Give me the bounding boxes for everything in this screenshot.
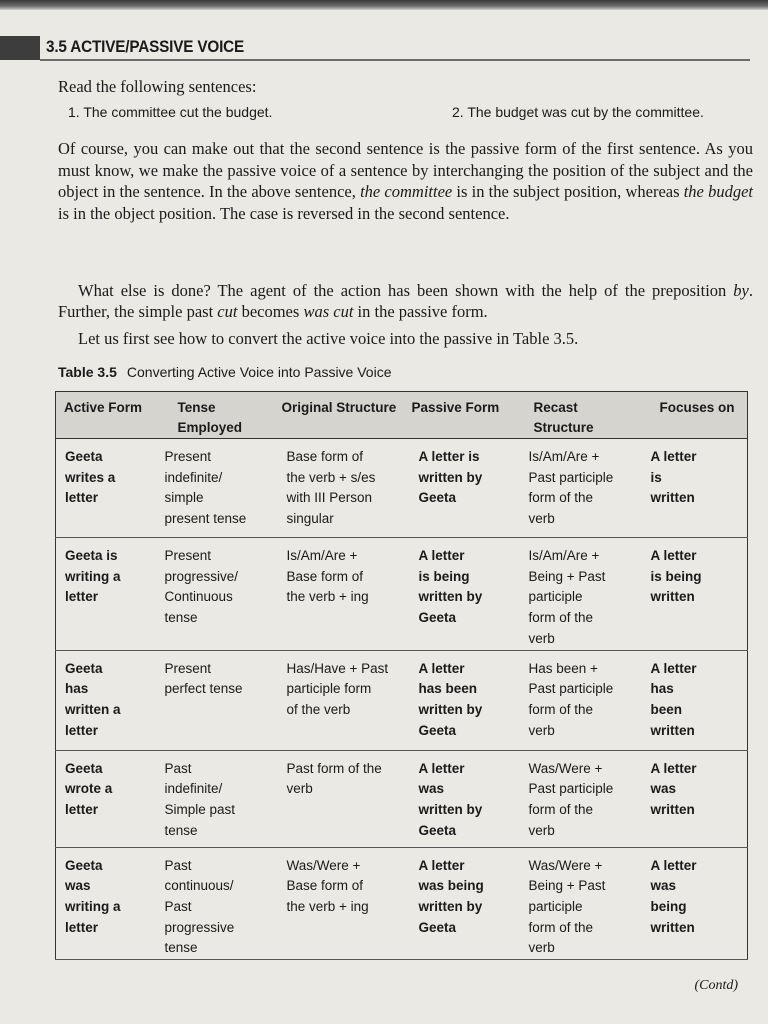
table-row — [56, 650, 748, 750]
cell-line: A letter — [650, 760, 697, 776]
cell-original — [278, 750, 410, 847]
cell-line: A letter — [418, 548, 465, 563]
cell-line: participle — [528, 589, 583, 605]
table-caption-text: Converting Active Voice into Passive Voice — [126, 364, 392, 380]
table-row — [56, 538, 748, 651]
header-recast: Recast Structure — [520, 392, 642, 439]
cell-line: Past form of the — [286, 760, 382, 776]
cell-original — [278, 650, 410, 750]
cell-focus — [642, 538, 748, 651]
cell-line: Past — [164, 857, 192, 873]
cell-line: Being + Past — [528, 568, 606, 584]
table-row — [56, 847, 748, 960]
cell-active — [56, 750, 156, 847]
header-active-form: Active Form — [56, 392, 156, 439]
cell-tense — [156, 750, 278, 847]
cell-line: Has been + — [528, 660, 598, 676]
cell-line: written by — [418, 589, 483, 605]
cell-line: Geeta — [65, 857, 103, 873]
cell-passive — [410, 439, 520, 538]
cell-line: participle form — [286, 681, 372, 697]
cell-line: tense — [164, 610, 198, 626]
cell-line: verb — [528, 722, 555, 738]
cell-focus — [642, 650, 748, 750]
example-2: 2. The budget was cut by the committee. — [452, 104, 704, 120]
cell-line: been — [650, 701, 683, 717]
cell-line: Is/Am/Are + — [286, 548, 358, 563]
cell-line: writing a — [65, 568, 121, 584]
cell-line: form of the — [528, 610, 594, 626]
cell-active — [56, 650, 156, 750]
cell-line: written a — [65, 701, 121, 717]
cell-line: progressive/ — [164, 568, 239, 584]
cell-line: is being — [418, 568, 470, 584]
p2-emphasis-cut: cut — [217, 302, 238, 321]
cell-line: form of the — [528, 801, 594, 817]
cell-line: written — [650, 490, 695, 506]
cell-line: written — [650, 801, 695, 817]
cell-line: A letter — [650, 660, 697, 676]
cell-line: was — [418, 781, 445, 797]
cell-line: Present — [164, 449, 212, 464]
intro-text: Read the following sentences: — [58, 77, 257, 96]
cell-line: Present — [164, 660, 212, 676]
cell-line: Simple past — [164, 801, 236, 817]
cell-line: is being — [650, 568, 702, 584]
cell-line: Is/Am/Are + — [528, 548, 600, 563]
cell-line: verb — [528, 940, 555, 956]
cell-line: verb — [528, 630, 555, 646]
cell-focus — [642, 750, 748, 847]
p2-emphasis-by: by — [733, 280, 749, 300]
cell-line: Was/Were + — [528, 760, 603, 776]
cell-line: the verb + s/es — [286, 469, 376, 485]
cell-line: Geeta — [65, 449, 103, 464]
cell-line: Geeta — [418, 919, 457, 935]
cell-line: wrote a — [65, 781, 113, 797]
cell-line: Present — [164, 548, 212, 563]
cell-active — [56, 439, 156, 538]
cell-line: indefinite/ — [164, 469, 223, 485]
cell-line: writes a — [65, 469, 116, 485]
cell-line: letter — [65, 722, 99, 738]
cell-line: tense — [164, 822, 198, 838]
cell-line: written — [650, 722, 695, 738]
cell-tense — [156, 847, 278, 960]
cell-line: has — [650, 681, 674, 697]
cell-focus — [642, 439, 748, 538]
cell-line: letter — [65, 801, 99, 817]
cell-line: written — [650, 589, 695, 605]
cell-original — [278, 439, 410, 538]
table-caption-label: Table 3.5 — [58, 364, 117, 380]
cell-line: has — [65, 681, 89, 697]
cell-line: form of the — [528, 490, 594, 506]
cell-line: A letter — [418, 857, 465, 873]
cell-line: A letter — [650, 449, 697, 464]
cell-line: was being — [418, 878, 484, 894]
cell-line: was — [650, 878, 677, 894]
cell-line: letter — [65, 589, 99, 605]
cell-original — [278, 538, 410, 651]
p3-text: Let us first see how to convert the active voice into the passive in Table 3.5. — [78, 328, 579, 348]
cell-line: A letter — [418, 760, 465, 776]
cell-line: was — [650, 781, 677, 797]
cell-line: has been — [418, 681, 478, 697]
cell-line: Past participle — [528, 781, 614, 797]
cell-line: present tense — [164, 511, 247, 527]
cell-active — [56, 538, 156, 651]
table-caption — [58, 364, 391, 380]
cell-focus — [642, 847, 748, 960]
cell-line: Is/Am/Are + — [528, 449, 600, 464]
cell-line: Base form of — [286, 568, 364, 584]
cell-line: verb — [528, 822, 555, 838]
cell-line: the verb + ing — [286, 589, 369, 605]
cell-line: Geeta — [418, 610, 457, 626]
header-focus: Focuses on — [642, 392, 748, 439]
cell-line: perfect tense — [164, 681, 243, 697]
cell-line: is — [650, 469, 662, 485]
cell-line: written — [650, 919, 695, 935]
cell-line: letter — [65, 490, 99, 506]
cell-line: writing a — [65, 898, 121, 914]
cell-line: Continuous — [164, 589, 233, 605]
cell-line: Geeta — [65, 660, 103, 676]
section-heading — [0, 36, 768, 62]
cell-line: A letter is — [418, 449, 480, 464]
cell-line: being — [650, 898, 687, 914]
heading-rule — [40, 59, 750, 61]
cell-line: Geeta is — [65, 548, 118, 563]
cell-original — [278, 847, 410, 960]
cell-line: of the verb — [286, 701, 351, 717]
cell-line: continuous/ — [164, 878, 234, 894]
cell-line: singular — [286, 511, 334, 527]
cell-passive — [410, 750, 520, 847]
cell-line: Geeta — [65, 760, 103, 776]
cell-line: Geeta — [418, 822, 457, 838]
cell-line: Has/Have + Past — [286, 660, 389, 676]
cell-line: with III Person — [286, 490, 373, 506]
cell-line: A letter — [650, 548, 697, 563]
cell-line: Geeta — [418, 490, 457, 506]
section-title: 3.5 ACTIVE/PASSIVE VOICE — [46, 37, 245, 56]
p1-text-e: is in the object position. The case is reversed in the second sentence. — [58, 203, 510, 223]
cell-line: Was/Were + — [286, 857, 361, 873]
cell-line: Past participle — [528, 469, 614, 485]
cell-recast — [520, 847, 642, 960]
cell-line: Geeta — [418, 722, 457, 738]
cell-recast — [520, 750, 642, 847]
cell-line: Was/Were + — [528, 857, 603, 873]
table-row — [56, 439, 748, 538]
cell-line: Past — [164, 898, 192, 914]
cell-line: written by — [418, 801, 483, 817]
cell-line: verb — [528, 511, 555, 527]
cell-line: Base form of — [286, 878, 364, 894]
cell-line: Base form of — [286, 449, 364, 464]
cell-line: written by — [418, 469, 483, 485]
p2-text-g: in the passive form. — [353, 302, 488, 321]
header-passive: Passive Form — [410, 392, 520, 439]
p2-text-a: What else is done? The agent of the action has been shown with the help of the preposition — [78, 280, 734, 300]
p2-text-e: becomes — [237, 302, 304, 321]
cell-line: written by — [418, 898, 483, 914]
cell-line: was — [65, 878, 91, 894]
cell-recast — [520, 439, 642, 538]
p1-text-c: is in the subject position, whereas — [452, 182, 684, 201]
continued-note: (Contd) — [694, 978, 738, 993]
cell-line: simple — [164, 490, 204, 506]
example-1: 1. The committee cut the budget. — [68, 104, 273, 120]
p1-emphasis-budget: the budget — [683, 182, 753, 201]
cell-tense — [156, 650, 278, 750]
header-original: Original Structure — [278, 392, 410, 439]
cell-line: the verb + ing — [286, 898, 369, 914]
cell-line: form of the — [528, 701, 594, 717]
cell-line: indefinite/ — [164, 781, 223, 797]
cell-passive — [410, 650, 520, 750]
p1-emphasis-committee: the committee — [360, 182, 453, 201]
p2-text-c: . Further, the simple past — [58, 280, 753, 321]
cell-line: participle — [528, 898, 583, 914]
table-header-row — [56, 392, 748, 439]
cell-passive — [410, 538, 520, 651]
cell-line: Past — [164, 760, 192, 776]
cell-line: written by — [418, 701, 483, 717]
cell-line: verb — [286, 781, 313, 797]
cell-line: letter — [65, 919, 99, 935]
cell-line: Past participle — [528, 681, 614, 697]
paragraph-1 — [58, 138, 753, 224]
cell-line: A letter — [418, 660, 465, 676]
cell-line: progressive — [164, 919, 235, 935]
cell-active — [56, 847, 156, 960]
cell-tense — [156, 439, 278, 538]
table-row — [56, 750, 748, 847]
cell-recast — [520, 650, 642, 750]
paragraph-3 — [58, 311, 753, 366]
header-tense: Tense Employed — [156, 392, 278, 439]
cell-line: tense — [164, 940, 198, 956]
example-sentences — [68, 104, 758, 126]
cell-line: form of the — [528, 919, 594, 935]
cell-tense — [156, 538, 278, 651]
top-border — [0, 0, 768, 10]
cell-recast — [520, 538, 642, 651]
cell-line: A letter — [650, 857, 697, 873]
cell-passive — [410, 847, 520, 960]
voice-table — [55, 391, 748, 960]
section-marker — [0, 36, 40, 60]
p1-text-a: Of course, you can make out that the second sentence is the passive form of the first sentence. As you must know, we make the passive voice of a sentence by interchanging the position of the subject and the object in the sentence. In the above sentence, — [58, 139, 753, 201]
p2-emphasis-was-cut: was cut — [303, 302, 354, 321]
cell-line: Being + Past — [528, 878, 606, 894]
